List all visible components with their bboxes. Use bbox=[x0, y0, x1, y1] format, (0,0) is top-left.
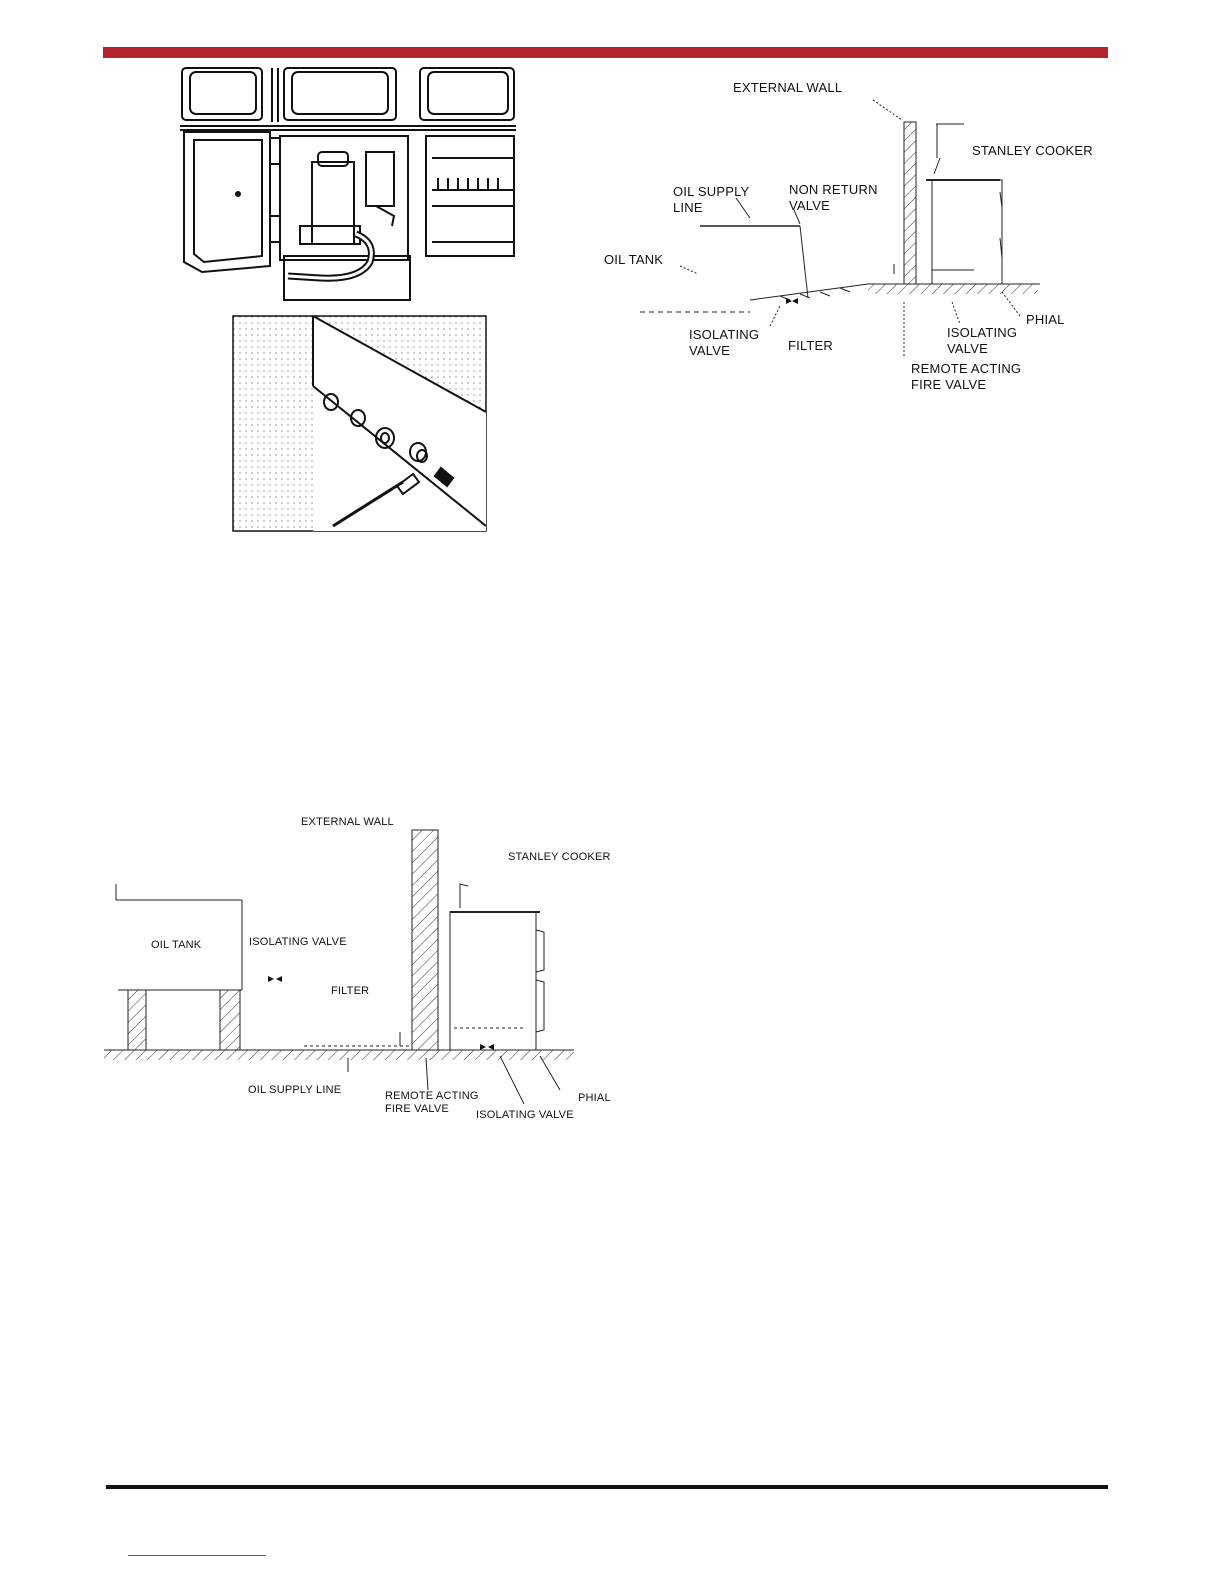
top-label-phial: PHIAL bbox=[1026, 312, 1065, 327]
top-label-filter: FILTER bbox=[788, 338, 834, 353]
footer-rule bbox=[106, 1485, 1108, 1489]
top-label-remote-fire-valve bbox=[911, 361, 1021, 393]
top-label-remote-fire-valve-2: FIRE VALVE bbox=[911, 377, 987, 392]
bottom-label-remote-fire-valve-2: FIRE VALVE bbox=[385, 1103, 449, 1115]
top-label-oil-supply-line bbox=[673, 184, 749, 216]
header-bar bbox=[103, 47, 1108, 58]
top-label-oil-supply-line-1: OIL SUPPLY bbox=[673, 184, 750, 199]
bottom-label-isolating-valve: ISOLATING VALVE bbox=[249, 936, 347, 948]
bottom-label-stanley-cooker: STANLEY COOKER bbox=[508, 851, 611, 863]
top-label-isolating-valve-right-1: ISOLATING bbox=[947, 325, 1018, 340]
top-label-oil-tank: OIL TANK bbox=[604, 252, 664, 267]
top-label-isolating-valve-right bbox=[947, 325, 1017, 357]
bottom-label-external-wall: EXTERNAL WALL bbox=[301, 816, 394, 828]
pipe-fittings-closeup-illustration bbox=[233, 316, 486, 531]
top-label-stanley-cooker: STANLEY COOKER bbox=[972, 143, 1093, 158]
bottom-label-remote-fire-valve bbox=[385, 1090, 479, 1116]
bottom-label-oil-supply-line: OIL SUPPLY LINE bbox=[248, 1084, 342, 1096]
bottom-label-phial: PHIAL bbox=[578, 1092, 611, 1104]
top-label-non-return-valve-1: NON RETURN bbox=[789, 182, 878, 197]
footer-link-underline[interactable] bbox=[128, 1555, 266, 1556]
top-label-remote-fire-valve-1: REMOTE ACTING bbox=[911, 361, 1022, 376]
bottom-label-isolating-valve-2: ISOLATING VALVE bbox=[476, 1109, 574, 1121]
top-label-non-return-valve-2: VALVE bbox=[789, 198, 830, 213]
bottom-label-filter: FILTER bbox=[331, 985, 370, 997]
top-label-isolating-valve-right-2: VALVE bbox=[947, 341, 988, 356]
burner-compartment-illustration bbox=[180, 66, 516, 306]
top-label-isolating-valve-left bbox=[689, 327, 759, 359]
bottom-label-oil-tank: OIL TANK bbox=[151, 939, 202, 951]
top-label-non-return-valve bbox=[789, 182, 878, 214]
top-label-external-wall: EXTERNAL WALL bbox=[733, 80, 843, 95]
top-label-isolating-valve-left-1: ISOLATING bbox=[689, 327, 760, 342]
top-label-oil-supply-line-2: LINE bbox=[673, 200, 703, 215]
bottom-label-remote-fire-valve-1: REMOTE ACTING bbox=[385, 1090, 479, 1102]
top-label-isolating-valve-left-2: VALVE bbox=[689, 343, 730, 358]
